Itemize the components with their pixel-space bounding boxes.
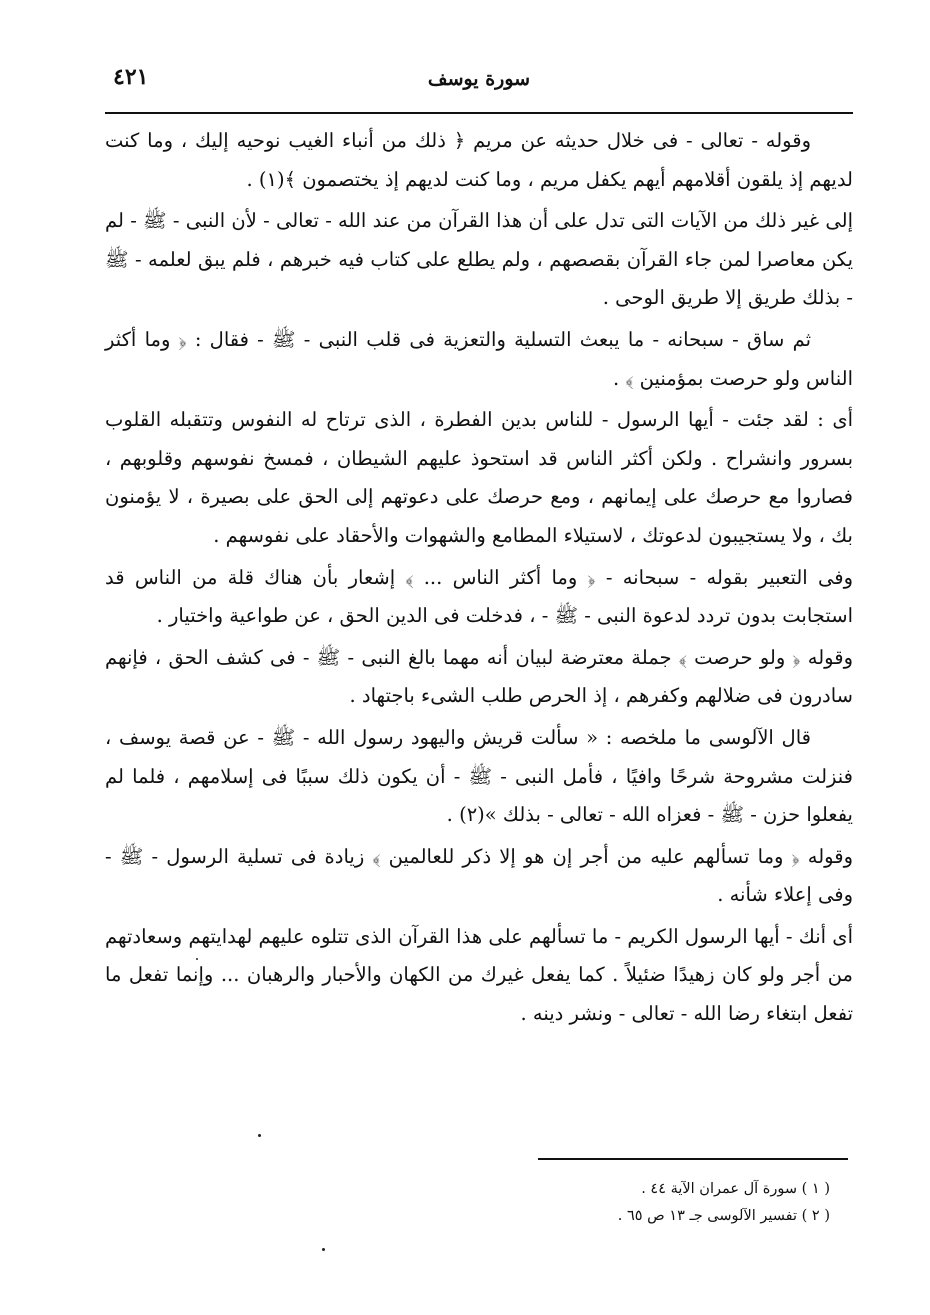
page-number: ٤٢١ [113,64,149,90]
paragraph: إلى غير ذلك من الآيات التى تدل على أن هذا القرآن من عند الله - تعالى - لأن النبى - ﷺ - لم يكن معاصرا لمن جاء القرآن بقصصهم ، ولم يطلع على كتاب فيه خبرهم ، فلم يبق لعلمه - ﷺ - بذلك طريق إلا طريق الوحى . [105,209,853,310]
scan-speck [196,958,198,960]
footnote-divider [538,1158,848,1160]
paragraph: ثم ساق - سبحانه - ما يبعث التسلية والتعزية فى قلب النبى - ﷺ - فقال : ﴿ وما أكثر الناس ولو حرصت بمؤمنين ﴾ . [105,327,853,390]
paragraph: وفى التعبير بقوله - سبحانه - ﴿ وما أكثر الناس ... ﴾ إشعار بأن هناك قلة من الناس قد استجابت بدون تردد لدعوة النبى - ﷺ - ، فدخلت فى الدين الحق ، عن طواعية واختيار . [105,565,853,628]
running-title: سورة يوسف [427,68,531,90]
footnote: ( ٢ ) تفسير الآلوسى جـ ١٣ ص ٦٥ . [617,1208,830,1224]
footnotes [420,1176,830,1230]
page-header [105,58,853,98]
scan-speck [322,1248,325,1251]
paragraph: قال الآلوسى ما ملخصه : « سألت قريش واليهود رسول الله - ﷺ - عن قصة يوسف ، فنزلت مشروحة شرحًا وافيًا ، فأمل النبى - ﷺ - أن يكون ذلك سببًا فى إسلامهم ، فلما لم يفعلوا حزن - ﷺ - فعزاه الله - تعالى - بذلك »(٢) . [105,725,853,827]
scan-speck [258,1134,261,1137]
footnote: ( ١ ) سورة آل عمران الآية ٤٤ . [641,1181,830,1197]
paragraph: وقوله ﴿ وما تسألهم عليه من أجر إن هو إلا ذكر للعالمين ﴾ زيادة فى تسلية الرسول - ﷺ - وفى إعلاء شأنه . [105,844,853,907]
paragraph: أى أنك - أيها الرسول الكريم - ما تسألهم على هذا القرآن الذى تتلوه عليهم لهدايتهم وسعادتهم من أجر ولو كان زهيدًا ضئيلاً . كما يفعل غيرك من الكهان والأحبار والرهبان ... وإنما تفعل ما تفعل ابتغاء رضا الله - تعالى - ونشر دينه . [105,924,853,1026]
paragraph: وقوله - تعالى - فى خلال حديثه عن مريم ﴿ ذلك من أنباء الغيب نوحيه إليك ، وما كنت لديهم إذ يلقون أقلامهم أيهم يكفل مريم ، وما كنت لديهم إذ يختصمون ﴾(١) . [105,129,853,191]
header-divider [105,112,853,114]
main-text [105,122,853,1037]
paragraph: أى : لقد جئت - أيها الرسول - للناس بدين الفطرة ، الذى ترتاح له النفوس وتتقبله القلوب بسرور وانشراح . ولكن أكثر الناس قد استحوذ عليهم الشيطان ، فمسخ نفوسهم وقلوبهم ، فصاروا مع حرصك على إيمانهم ، ومع حرصك على دعوتهم إلى الحق على بصيرة ، لا يؤمنون بك ، ولا يستجيبون لدعوتك ، لاستيلاء المطامع والشهوات والأحقاد على نفوسهم . [105,408,853,547]
paragraph: وقوله ﴿ ولو حرصت ﴾ جملة معترضة لبيان أنه مهما بالغ النبى - ﷺ - فى كشف الحق ، فإنهم سادرون فى ضلالهم وكفرهم ، إذ الحرص طلب الشىء باجتهاد . [105,645,853,708]
